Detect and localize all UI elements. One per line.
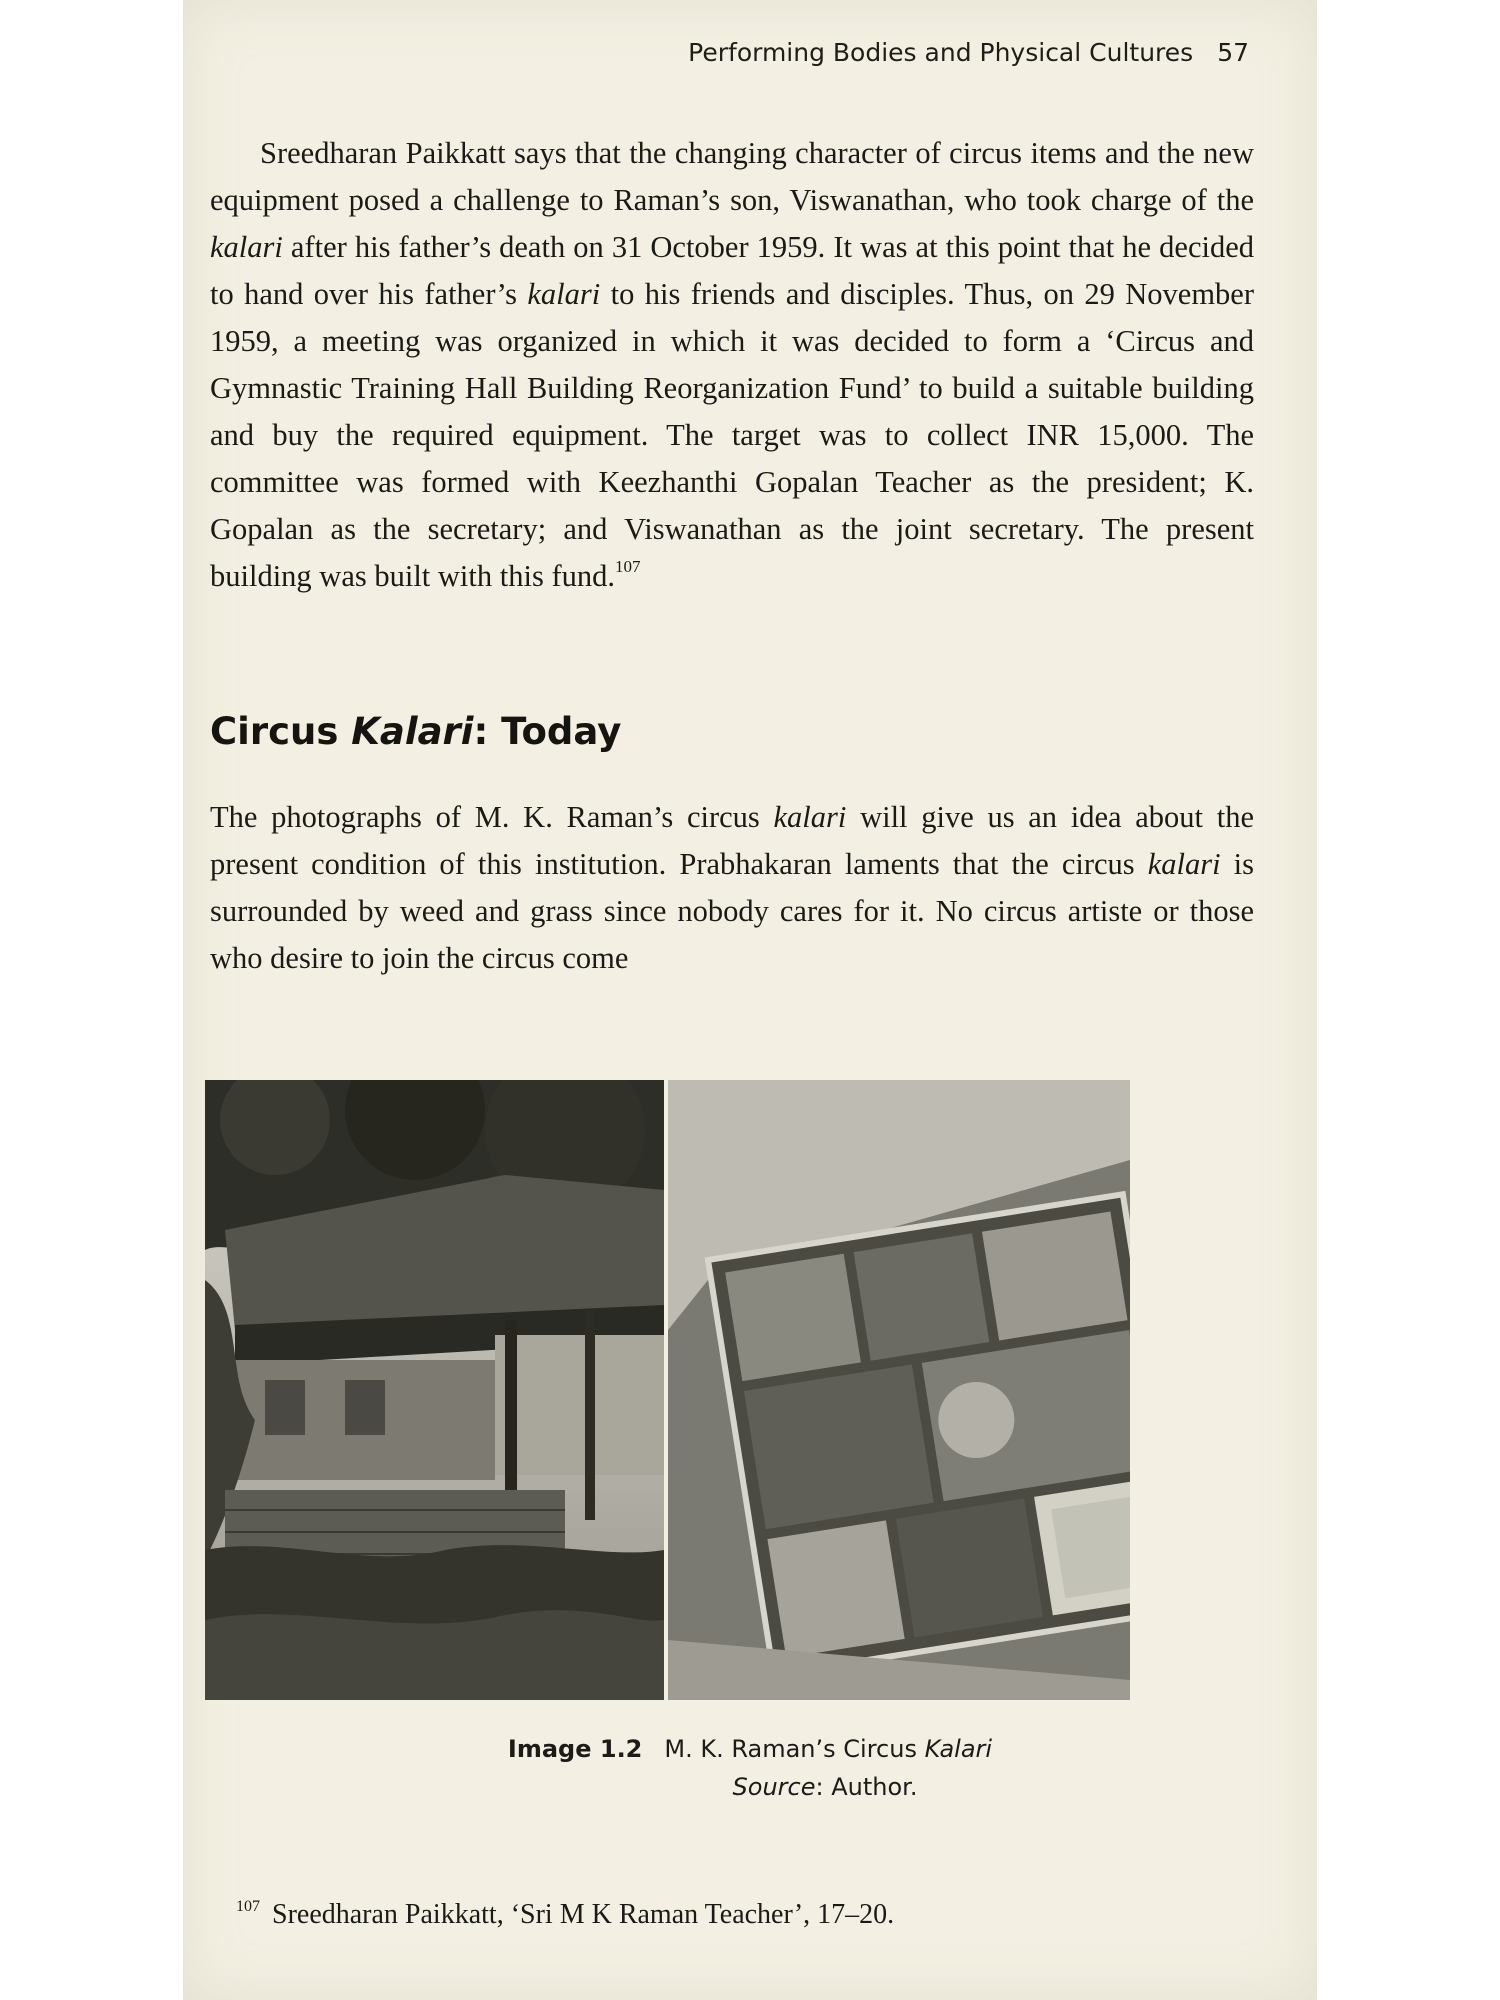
paragraph-funding-history <box>210 130 1254 600</box>
heading-text: : Today <box>473 710 622 753</box>
footnote-text: Sreedharan Paikkatt, ‘Sri M K Raman Teacher’, 17–20. <box>272 1899 895 1930</box>
figure-caption <box>183 1730 1317 1806</box>
paragraph-text: Sreedharan Paikkatt says that the changing character of circus items and the new equipment posed a challenge to Raman’s son, Viswanathan, who took charge of the <box>210 136 1254 217</box>
paragraph-text: after his father’s death on 31 October 1959. It was at this point that he decided to hand over his father’s <box>210 230 1254 311</box>
paragraph-text: The photographs of M. K. Raman’s circus <box>210 800 774 834</box>
running-header <box>688 38 1249 67</box>
paragraph-text: is surrounded by weed and grass since nobody cares for it. No circus artiste or those who desire to join the circus come <box>210 847 1254 975</box>
italic-term: kalari <box>773 800 847 834</box>
photo-kalari-picture-wall <box>668 1080 1130 1700</box>
paragraph-text: to his friends and disciples. Thus, on 29 November 1959, a meeting was organized in which it was decided to form a ‘Circus and Gymnastic Training Hall Building Reorganization Fund’ to build a suitable building and buy the required equipment. The target was to collect INR 15,000. The committee was formed with Keezhanthi Gopalan Teacher as the president; K. Gopalan as the secretary; and Viswanathan as the joint secretary. The present building was built with this fund. <box>210 277 1255 593</box>
italic-term: kalari <box>1147 847 1221 881</box>
italic-term: kalari <box>527 277 601 311</box>
photo-kalari-exterior <box>205 1080 664 1700</box>
caption-text: M. K. Raman’s Circus <box>664 1735 925 1763</box>
paragraph-text: will give us an idea about the present condition of this institution. Prabhakaran laments that the circus <box>210 800 1254 881</box>
running-title: Performing Bodies and Physical Cultures <box>688 38 1194 67</box>
italic-term: kalari <box>210 230 283 264</box>
caption-italic-text: Kalari <box>924 1735 993 1763</box>
heading-italic-text: Kalari <box>351 710 474 753</box>
source-label: Source <box>732 1773 816 1801</box>
figure-label: Image 1.2 <box>507 1735 643 1763</box>
footnote <box>236 1898 894 1931</box>
source-value: : Author. <box>815 1773 918 1801</box>
heading-text: Circus <box>210 710 352 753</box>
book-page <box>183 0 1317 2000</box>
footnote-number: 107 <box>236 1898 260 1915</box>
section-heading <box>210 710 621 753</box>
paragraph-present-condition <box>210 794 1254 982</box>
page-number: 57 <box>1217 38 1249 67</box>
footnote-reference[interactable]: 107 <box>614 557 641 576</box>
